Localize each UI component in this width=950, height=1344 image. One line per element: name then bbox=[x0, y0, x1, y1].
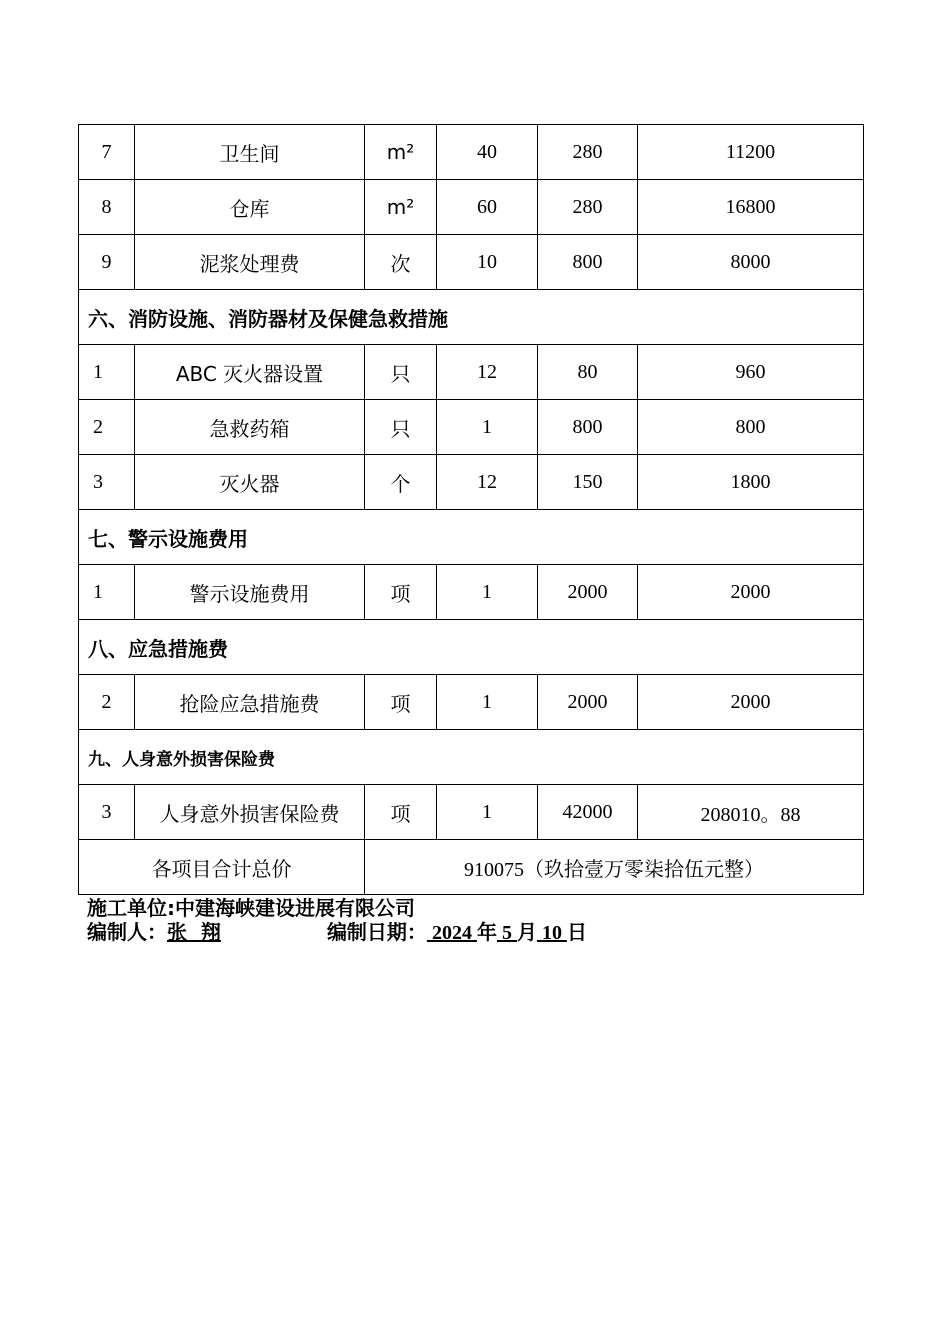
item-amount: 2000 bbox=[638, 675, 864, 730]
row-number: 8 bbox=[79, 180, 135, 235]
item-unit: 项 bbox=[365, 675, 437, 730]
table-row bbox=[79, 125, 864, 180]
item-quantity: 12 bbox=[437, 345, 538, 400]
item-unit: 次 bbox=[365, 235, 437, 290]
item-unit: 项 bbox=[365, 565, 437, 620]
section-title: 六、消防设施、消防器材及保健急救措施 bbox=[79, 290, 864, 345]
item-quantity: 10 bbox=[437, 235, 538, 290]
item-name: 泥浆处理费 bbox=[135, 235, 365, 290]
section-header-row bbox=[79, 730, 864, 785]
total-row bbox=[79, 840, 864, 895]
preparer-line bbox=[87, 920, 587, 945]
item-unit: 个 bbox=[365, 455, 437, 510]
date-label: 编制日期： bbox=[326, 920, 427, 944]
item-unit-price: 800 bbox=[538, 400, 638, 455]
item-quantity: 60 bbox=[437, 180, 538, 235]
item-amount: 2000 bbox=[638, 565, 864, 620]
date-year-unit: 年 bbox=[476, 920, 497, 944]
company-label: 施工单位: bbox=[87, 896, 175, 920]
date-day: 10 bbox=[541, 922, 562, 944]
section-header-row bbox=[79, 620, 864, 675]
item-quantity: 1 bbox=[437, 565, 538, 620]
table-row bbox=[79, 785, 864, 840]
total-label: 各项目合计总价 bbox=[79, 840, 365, 895]
section-title: 八、应急措施费 bbox=[79, 620, 864, 675]
section-header-row bbox=[79, 510, 864, 565]
row-number: 3 bbox=[79, 455, 135, 510]
item-unit-price: 42000 bbox=[538, 785, 638, 840]
item-unit: 只 bbox=[365, 345, 437, 400]
item-quantity: 12 bbox=[437, 455, 538, 510]
table-row bbox=[79, 565, 864, 620]
item-name: 抢险应急措施费 bbox=[135, 675, 365, 730]
item-quantity: 40 bbox=[437, 125, 538, 180]
row-number: 7 bbox=[79, 125, 135, 180]
item-quantity: 1 bbox=[437, 675, 538, 730]
item-amount: 208010。88 bbox=[638, 785, 864, 840]
item-unit-price: 150 bbox=[538, 455, 638, 510]
row-number: 3 bbox=[79, 785, 135, 840]
item-name: 急救药箱 bbox=[135, 400, 365, 455]
table-row bbox=[79, 400, 864, 455]
preparer-name: 张 翔 bbox=[167, 920, 221, 944]
item-amount: 800 bbox=[638, 400, 864, 455]
item-amount: 960 bbox=[638, 345, 864, 400]
item-name: 灭火器 bbox=[135, 455, 365, 510]
item-name: 卫生间 bbox=[135, 125, 365, 180]
table-row bbox=[79, 180, 864, 235]
item-unit: 项 bbox=[365, 785, 437, 840]
item-amount: 11200 bbox=[638, 125, 864, 180]
table-row bbox=[79, 675, 864, 730]
cost-table bbox=[78, 124, 864, 895]
section-title: 七、警示设施费用 bbox=[79, 510, 864, 565]
row-number: 9 bbox=[79, 235, 135, 290]
item-unit: 只 bbox=[365, 400, 437, 455]
row-number: 1 bbox=[79, 345, 135, 400]
item-unit-price: 800 bbox=[538, 235, 638, 290]
total-value: 910075（玖拾壹万零柒拾伍元整） bbox=[365, 840, 864, 895]
date-day-unit: 日 bbox=[566, 920, 587, 944]
row-number: 2 bbox=[79, 675, 135, 730]
row-number: 2 bbox=[79, 400, 135, 455]
section-title: 九、人身意外损害保险费 bbox=[79, 730, 864, 785]
item-name: ABC 灭火器设置 bbox=[135, 345, 365, 400]
company-name: 中建海峡建设进展有限公司 bbox=[175, 896, 415, 920]
item-unit: m² bbox=[365, 125, 437, 180]
company-line bbox=[87, 896, 415, 920]
item-quantity: 1 bbox=[437, 785, 538, 840]
item-unit-price: 280 bbox=[538, 125, 638, 180]
section-header-row bbox=[79, 290, 864, 345]
table-row bbox=[79, 235, 864, 290]
item-amount: 1800 bbox=[638, 455, 864, 510]
preparer-label: 编制人： bbox=[87, 920, 167, 944]
date-year: 2024 bbox=[431, 922, 472, 944]
item-quantity: 1 bbox=[437, 400, 538, 455]
item-unit-price: 80 bbox=[538, 345, 638, 400]
table-row bbox=[79, 455, 864, 510]
item-unit: m² bbox=[365, 180, 437, 235]
item-unit-price: 2000 bbox=[538, 565, 638, 620]
row-number: 1 bbox=[79, 565, 135, 620]
item-unit-price: 280 bbox=[538, 180, 638, 235]
item-name: 警示设施费用 bbox=[135, 565, 365, 620]
date-month: 5 bbox=[501, 922, 512, 944]
date-month-unit: 月 bbox=[516, 920, 537, 944]
item-unit-price: 2000 bbox=[538, 675, 638, 730]
item-amount: 8000 bbox=[638, 235, 864, 290]
item-name: 仓库 bbox=[135, 180, 365, 235]
table-row bbox=[79, 345, 864, 400]
item-amount: 16800 bbox=[638, 180, 864, 235]
item-name: 人身意外损害保险费 bbox=[135, 785, 365, 840]
